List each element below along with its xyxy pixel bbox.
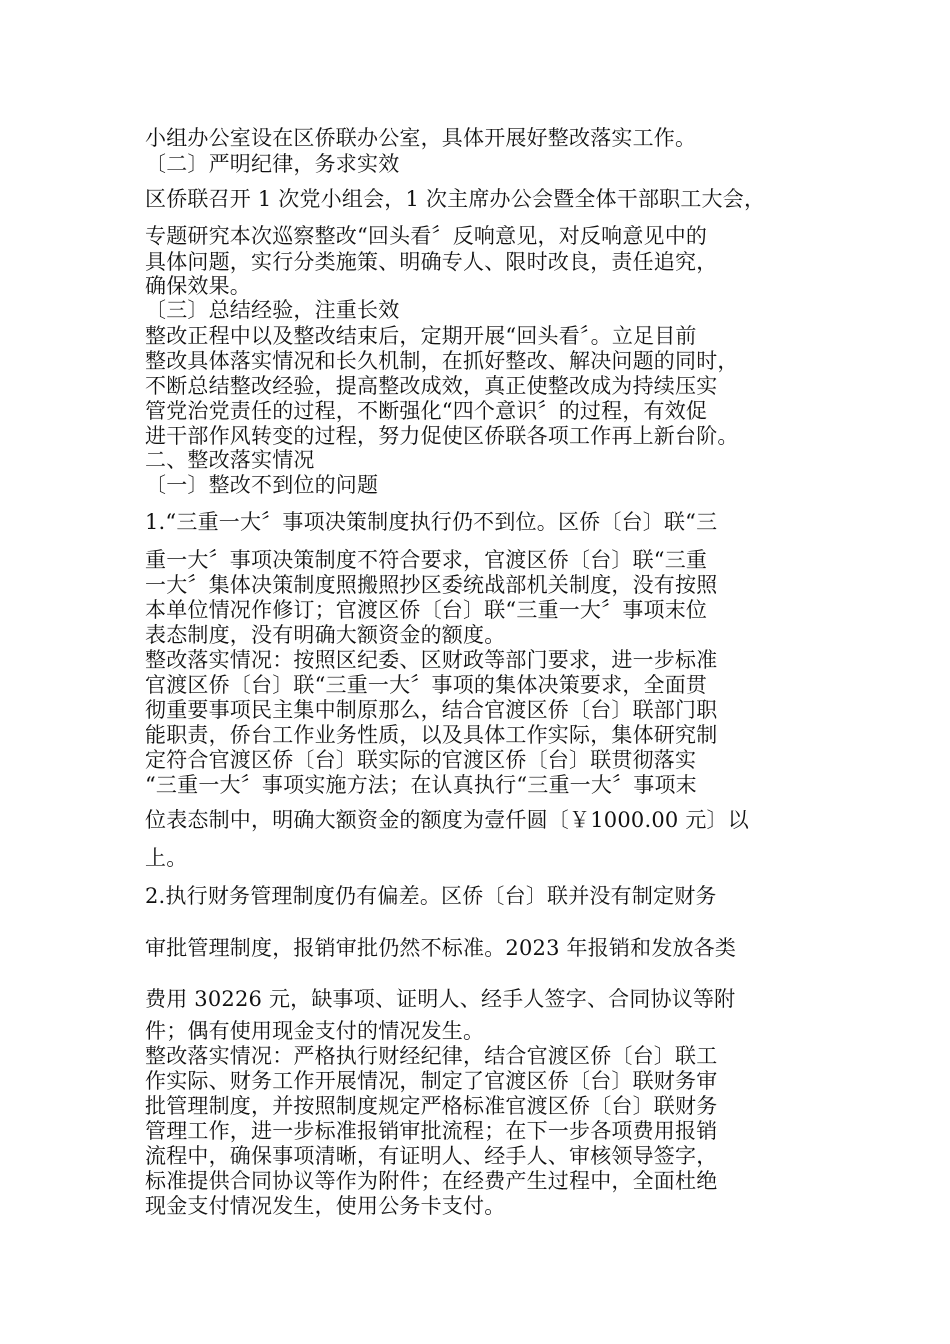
- paragraph-line: 整改落实情况：严格执行财经纪律，结合官渡区侨〔台〕联工: [145, 1044, 718, 1068]
- paragraph-line: 管理工作，进一步标准报销审批流程；在下一步各项费用报销: [145, 1119, 718, 1143]
- paragraph-line: 官渡区侨〔台〕联“三重一大〞事项的集体决策要求，全面贯: [145, 673, 708, 697]
- section-heading: 二、整改落实情况: [145, 448, 315, 472]
- paragraph-line: 流程中，确保事项清晰，有证明人、经手人、审核领导签字，: [145, 1144, 718, 1168]
- paragraph-line: 标准提供合同协议等作为附件；在经费产生过程中，全面杜绝: [145, 1169, 718, 1193]
- paragraph-line: 作实际、财务工作开展情况，制定了官渡区侨〔台〕联财务审: [145, 1069, 718, 1093]
- paragraph-line: 整改具体落实情况和长久机制，在抓好整改、解决问题的同时，: [145, 349, 739, 373]
- paragraph-line: 1.“三重一大〞事项决策制度执行仍不到位。区侨〔台〕联“三: [145, 510, 718, 534]
- section-heading: 〔三〕总结经验，注重长效: [145, 298, 400, 322]
- paragraph-line: 小组办公室设在区侨联办公室，具体开展好整改落实工作。: [145, 126, 697, 150]
- paragraph-line: 不断总结整改经验，提高整改成效，真正使整改成为持续压实: [145, 374, 718, 398]
- section-heading: 〔二〕严明纪律，务求实效: [145, 152, 400, 176]
- paragraph-line: 本单位情况作修订；官渡区侨〔台〕联“三重一大〞事项末位: [145, 598, 708, 622]
- paragraph-line: 重一大〞事项决策制度不符合要求，官渡区侨〔台〕联“三重: [145, 548, 708, 572]
- paragraph-line: 能职责，侨台工作业务性质，以及具体工作实际，集体研究制: [145, 723, 718, 747]
- paragraph-line: 整改落实情况：按照区纪委、区财政等部门要求，进一步标准: [145, 648, 718, 672]
- paragraph-line: 具体问题，实行分类施策、明确专人、限时改良，责任追究，: [145, 250, 718, 274]
- paragraph-line: “三重一大〞事项实施方法；在认真执行“三重一大〞事项末: [145, 773, 697, 797]
- paragraph-line: 进干部作风转变的过程，努力促使区侨联各项工作再上新台阶。: [145, 424, 739, 448]
- paragraph-line: 上。: [145, 846, 188, 870]
- paragraph-line: 确保效果。: [145, 274, 251, 298]
- paragraph-line: 管党治党责任的过程，不断强化“四个意识〞的过程，有效促: [145, 399, 708, 423]
- paragraph-line: 定符合官渡区侨〔台〕联实际的官渡区侨〔台〕联贯彻落实: [145, 748, 697, 772]
- paragraph-line: 2.执行财务管理制度仍有偏差。区侨〔台〕联并没有制定财务: [145, 884, 717, 908]
- paragraph-line: 费用 30226 元，缺事项、证明人、经手人签字、合同协议等附: [145, 987, 736, 1011]
- paragraph-line: 整改正程中以及整改结束后，定期开展“回头看〞。立足目前: [145, 324, 697, 348]
- paragraph-line: 件；偶有使用现金支付的情况发生。: [145, 1019, 485, 1043]
- paragraph-line: 审批管理制度，报销审批仍然不标准。2023 年报销和发放各类: [145, 936, 737, 960]
- section-heading: 〔一〕整改不到位的问题: [145, 473, 379, 497]
- paragraph-line: 现金支付情况发生，使用公务卡支付。: [145, 1194, 506, 1218]
- paragraph-line: 彻重要事项民主集中制原那么，结合官渡区侨〔台〕联部门职: [145, 698, 718, 722]
- paragraph-line: 一大〞集体决策制度照搬照抄区委统战部机关制度，没有按照: [145, 573, 718, 597]
- paragraph-line: 位表态制中，明确大额资金的额度为壹仟圆〔￥1000.00 元〕以: [145, 808, 749, 832]
- paragraph-line: 专题研究本次巡察整改“回头看〞反响意见，对反响意见中的: [145, 224, 708, 248]
- paragraph-line: 表态制度，没有明确大额资金的额度。: [145, 623, 506, 647]
- paragraph-line: 批管理制度，并按照制度规定严格标准官渡区侨〔台〕联财务: [145, 1094, 718, 1118]
- paragraph-line: 区侨联召开 1 次党小组会，1 次主席办公会暨全体干部职工大会，: [145, 187, 766, 211]
